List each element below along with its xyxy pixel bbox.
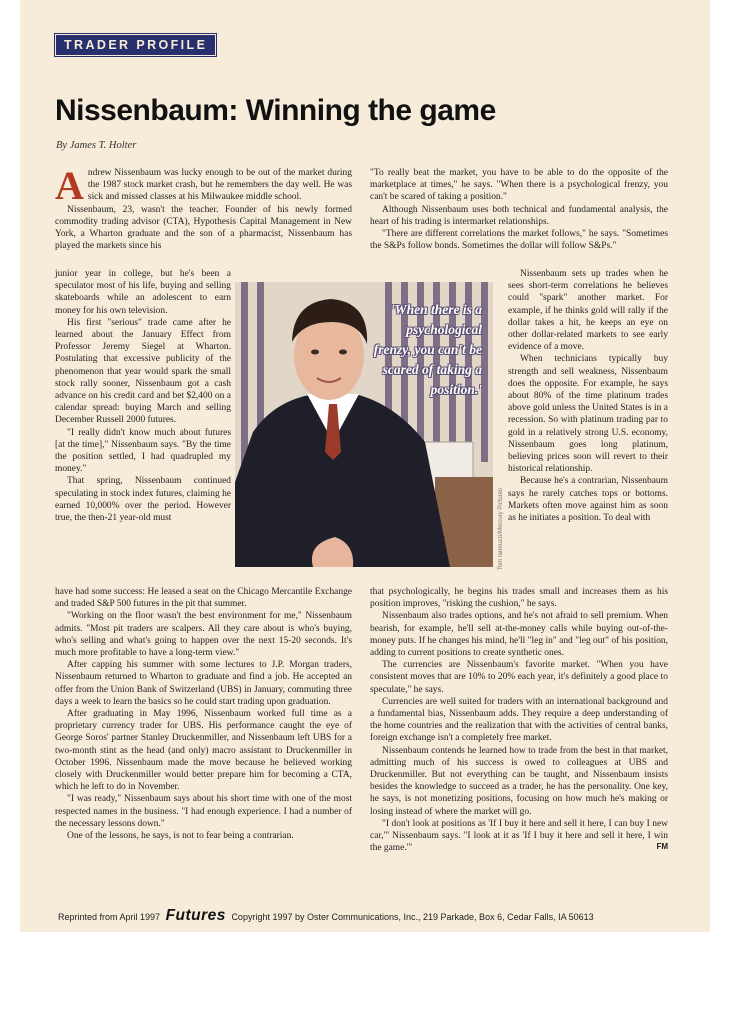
paragraph: have had some success: He leased a seat on the Chicago Mercantile Exchange and traded S&P 500 futures in the pit that summer. <box>55 587 352 610</box>
headline: Nissenbaum: Winning the game <box>55 94 496 127</box>
paragraph: Because he's a contrarian, Nissenbaum says he rarely catches tops or bottoms. Markets often move against him as soon as he initiates a position. To deal with <box>508 476 668 524</box>
paragraph: After capping his summer with some lectures to J.P. Morgan traders, Nissenbaum returned to Wharton to graduate and find a job. He accepted an offer from the Union Bank of Switzerland (UBS) in January, commuting three days a week to learn the basics so he could start trading upon graduation. <box>55 660 352 707</box>
paragraph: The currencies are Nissenbaum's favorite market. "When you have consistent moves that are 10% to 20% each year, it's definitely a good place to speculate," he says. <box>370 660 668 695</box>
paragraph: That spring, Nissenbaum continued speculating in stock index futures, claiming he earned 10,000% over the period. However true, the then-21 year-old must <box>55 476 231 524</box>
paragraph: "There are different correlations the market follows," he says. "Sometimes the S&Ps follow bonds. Sometimes the dollar will follow S&Ps." <box>370 229 668 252</box>
paragraph: Currencies are well suited for traders with an international background and a fundamental bias, Nissenbaum adds. They require a deep understanding of the home countries and the realization that with the activities of central banks, foreign exchange isn't a completely free market. <box>370 696 668 744</box>
paragraph: "I don't look at positions as 'If I buy it here and sell it here, I can buy I new car,'" Nissenbaum says. "I look at it as 'If I buy it here and sell it here, I win the game.'" FM <box>370 818 668 854</box>
column-2-top <box>370 167 668 252</box>
paragraph: Although Nissenbaum uses both technical and fundamental analysis, the heart of his trading is intermarket relationships. <box>370 204 668 227</box>
paragraph: junior year in college, but he's been a speculator most of his life, buying and selling skateboards while an adolescent to earn money for his own television. <box>55 269 231 316</box>
byline: By James T. Holter <box>56 140 137 151</box>
paragraph: "Working on the floor wasn't the best environment for me," Nissenbaum admits. "Most pit traders are scalpers. All they care about is who's buying, who's selling and what's going to happen over the next 15-20 seconds. It's much more profitable to have a long-term view." <box>55 611 352 659</box>
end-mark: FM <box>656 842 668 852</box>
paragraph: One of the lessons, he says, is not to fear being a contrarian. <box>67 831 294 842</box>
paragraph: Nissenbaum sets up trades when he sees short-term correlations he believes could "spark" another market. For example, if he thinks gold will rally if the dollar takes a hit, he keeps an eye on other dollar-related markets to see early evidence of a move. <box>508 269 668 353</box>
paragraph: "To really beat the market, you have to be able to do the opposite of the marketplace at times," he says. "When there is a psychological frenzy, you can't be scared of taking a position." <box>370 168 668 203</box>
drop-cap: A <box>55 163 84 208</box>
paragraph: Nissenbaum, 23, wasn't the teacher. Founder of his newly formed commodity trading advisor (CTA), Hypothesis Capital Management in New York, a Wharton graduate and the son of a pharmacist, Nissenbaum has played the markets since his <box>55 204 352 252</box>
magazine-logo: Futures <box>165 907 226 924</box>
paragraph: His first "serious" trade came after he learned about the January Effect from Professor Jeremy Siegel at Wharton. Postulating that excessive publicity of the phenomenon that year would spark the small stock rally sooner, Nissenbaum got a cash advance on his credit card and bet $2,400 on a calendar spread: buying March and selling December Russell 2000 futures. <box>55 317 231 426</box>
column-1-bottom <box>55 586 352 842</box>
photo-credit: Tom Iannuzzi/Mercury Pictures <box>498 487 504 570</box>
paragraph: that psychologically, he begins his trades small and increases them as his position improves, "risking the cushion," he says. <box>370 587 668 610</box>
column-1-narrow <box>55 268 231 524</box>
lead-paragraph: Andrew Nissenbaum was lucky enough to be out of the market during the 1987 stock market crash, but he remembers the day well. He was sick and missed classes at his Milwaukee middle school. <box>55 163 352 208</box>
section-tag: TRADER PROFILE <box>56 35 215 55</box>
column-2-narrow <box>508 268 668 524</box>
copyright-note: Copyright 1997 by Oster Communications, Inc., 219 Parkade, Box 6, Cedar Falls, IA 50613 <box>231 912 594 922</box>
paragraph: "I really didn't know much about futures [at the time]," Nissenbaum says. "By the time the position settled, I had quadrupled my money." <box>55 427 231 475</box>
reprint-note: Reprinted from April 1997 <box>58 912 161 922</box>
footer <box>58 907 668 925</box>
paragraph: Nissenbaum contends he learned how to trade from the best in that market, admitting much of his success is owed to colleagues at UBS and Druckenmiller. But not everything can be taught, and Nissenbaum insists besides the knowledge to succeed as a trader, he has the personality. One key, he says, is not monetizing positions, focusing on how much he's making or losing instead of where the market will go. <box>370 745 668 817</box>
paragraph: "I was ready," Nissenbaum says about his short time with one of the most respected names in the business. "I had enough experience. I had a number of the necessary lessons down." <box>55 794 352 829</box>
paragraph: Nissenbaum also trades options, and he's not afraid to sell premium. When bearish, for example, he'll sell at-the-money calls while buying out-of-the-money puts. If he changes his mind, he'll "leg in" and "leg out" of his position, adding to current positions to create synthetic ones. <box>370 611 668 659</box>
paragraph: When technicians typically buy strength and sell weakness, Nissenbaum does the opposite. For example, he says about 80% of the time platinum trades above gold unless the United States is in a recession. So with platinum trading par to gold in a relatively strong U.S. economy, Nissenbaum goes long platinum, believing prices soon will revert to their historical relationship. <box>508 354 668 475</box>
column-2-bottom <box>370 586 668 854</box>
pull-quote: 'When there is a psychological frenzy, you can't be scared of taking a position.' <box>373 302 482 397</box>
paragraph: After graduating in May 1996, Nissenbaum worked full time as a proprietary currency trader for UBS. His performance caught the eye of George Soros' partner Stanley Druckenmiller, and Nissenbaum left UBS for a two-month stint as the head (and only) macro assistant to Druckenmiller in October 1996. Nissenbaum made the move because he believed working closely with Druckenmiller would better prepare him for becoming a CTA, which he left to do in November. <box>55 709 352 793</box>
column-1-top <box>55 163 352 252</box>
